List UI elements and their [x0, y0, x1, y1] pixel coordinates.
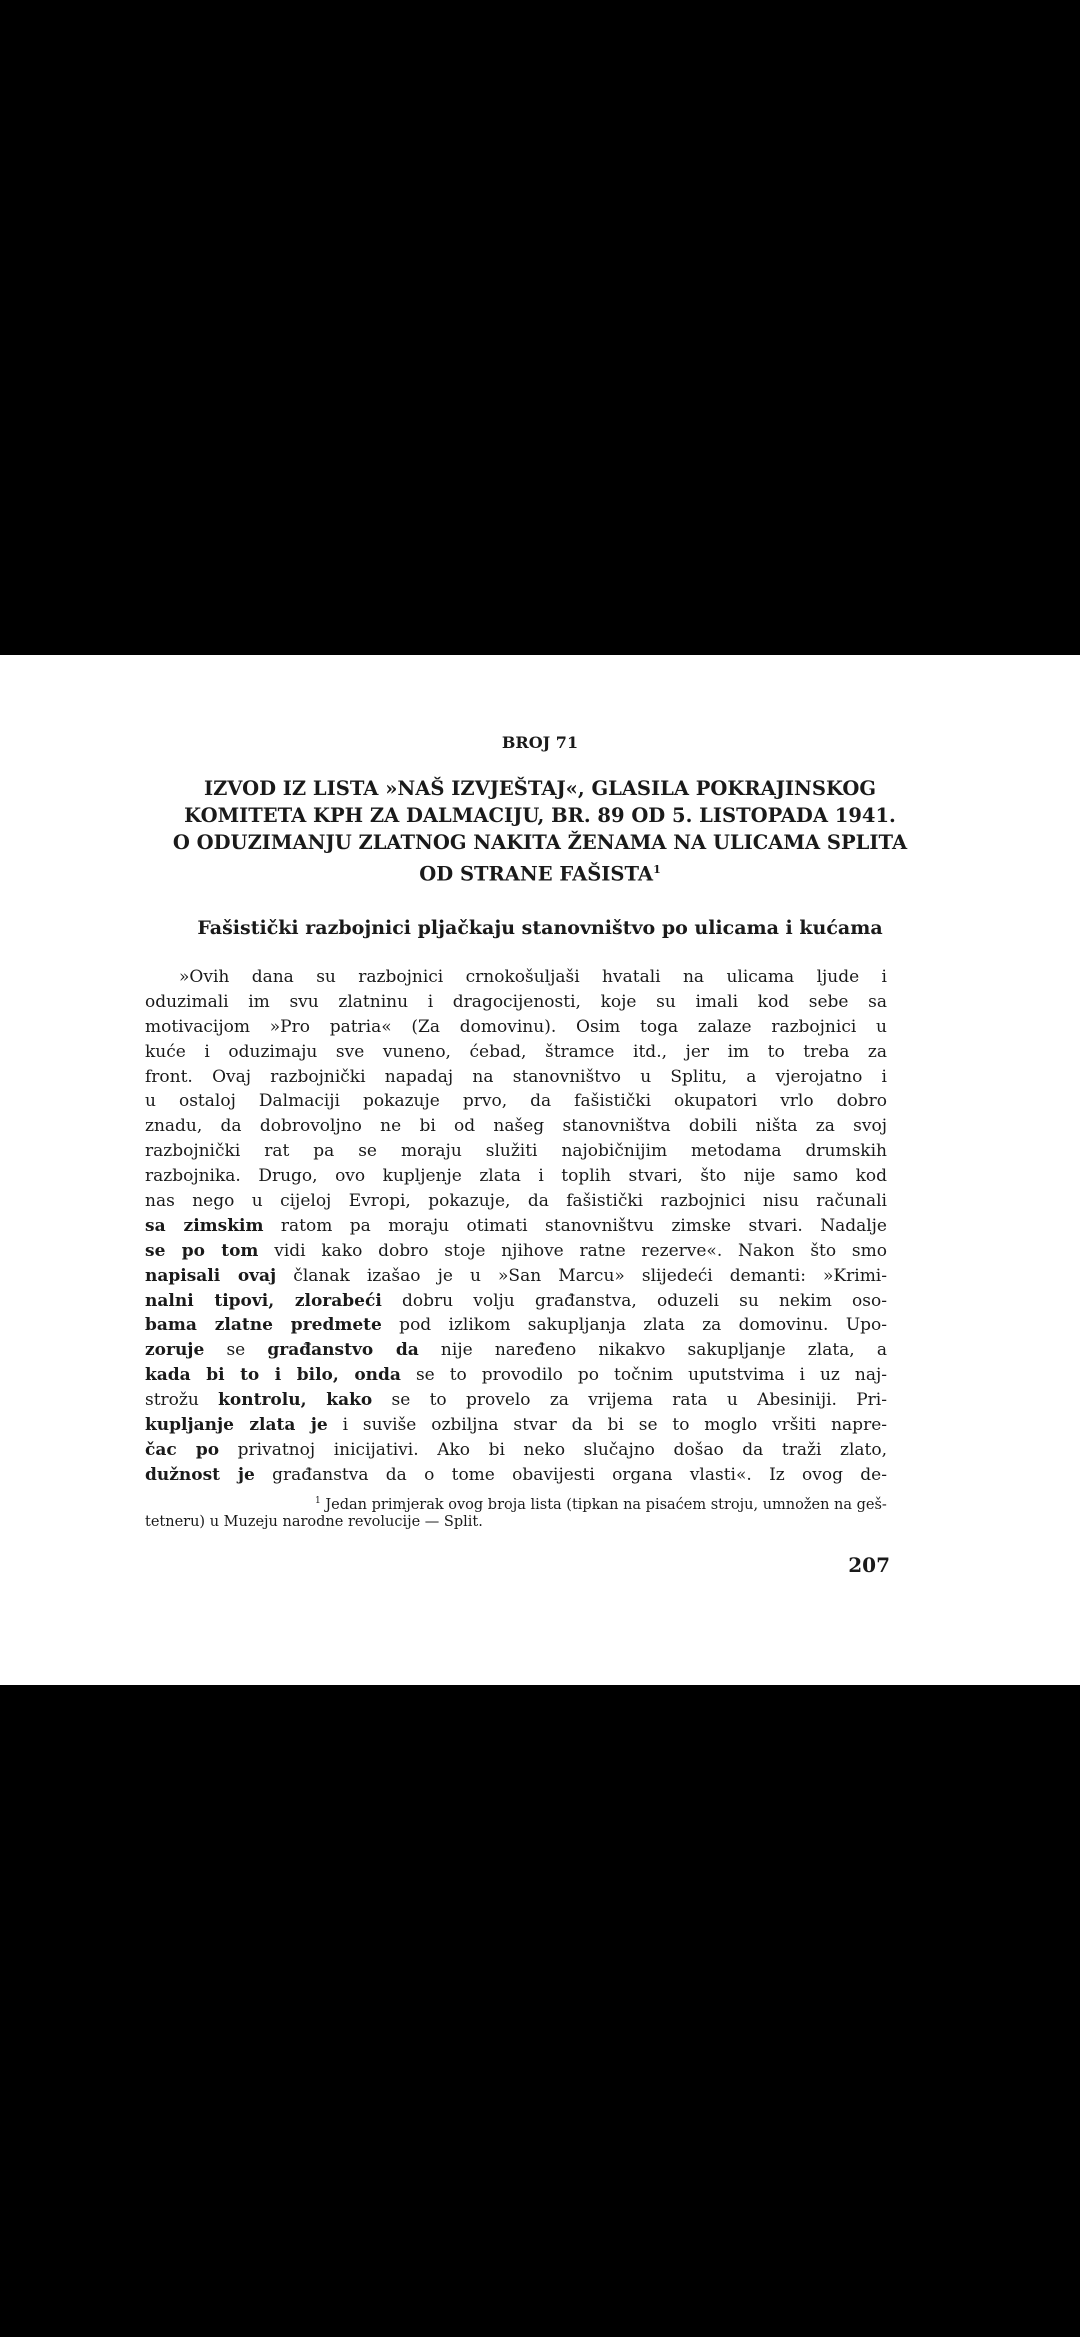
body-text: »Ovih dana su razbojnici crnokošuljaši hvatali na ulicama ljude i — [179, 967, 887, 987]
body-text: motivacijom »Pro patria« (Za domovinu). Osim toga zalaze razbojnici u — [145, 1016, 887, 1037]
title-line — [120, 856, 960, 888]
body-line — [145, 1413, 887, 1438]
body-text: se — [204, 1340, 268, 1361]
body-text: znadu, da dobrovoljno ne bi od našeg stanovništva dobili ništa za svoj — [145, 1116, 887, 1137]
body-text: oduzimali im svu zlatninu i dragocijenosti, koje su imali kod sebe sa — [145, 991, 887, 1012]
body-line — [145, 1189, 887, 1214]
body-text: ratom pa moraju otimati stanovništvu zimske stvari. Nadalje — [263, 1215, 887, 1236]
document-number: BROJ 71 — [501, 733, 579, 752]
bold-text: se po tom — [145, 1240, 259, 1261]
body-text: u ostaloj Dalmaciji pokazuje prvo, da fašistički okupatori vrlo dobro — [145, 1091, 887, 1112]
footnote-line — [145, 1493, 887, 1514]
article-body — [145, 965, 887, 1488]
body-text: strožu — [145, 1390, 219, 1411]
body-text: se to provodilo po točnim uputstvima i uz naj- — [400, 1365, 887, 1386]
footnote — [145, 1493, 887, 1531]
body-text: nije naređeno nikakvo sakupljanje zlata, a — [418, 1340, 887, 1361]
body-text: nas nego u cijeloj Evropi, pokazuje, da fašistički razbojnici nisu računali — [145, 1191, 887, 1212]
article-subtitle: Fašistički razbojnici pljačkaju stanovništvo po ulicama i kućama — [197, 917, 883, 939]
body-line — [145, 1463, 887, 1488]
title-line: O ODUZIMANJU ZLATNOG NAKITA ŽENAMA NA ULICAMA SPLITA — [172, 831, 908, 854]
body-line — [145, 1089, 887, 1114]
body-text: građanstva da o tome obavijesti organa vlasti«. Iz ovog de- — [254, 1464, 887, 1485]
body-line — [145, 1313, 887, 1338]
bold-text: dužnost je — [145, 1464, 255, 1485]
page-number: 207 — [848, 1553, 890, 1577]
body-text: pod izlikom sakupljanja zlata za domovinu. Upo- — [381, 1315, 887, 1336]
bold-text: građanstvo da — [267, 1340, 419, 1361]
body-line — [145, 1388, 887, 1413]
body-text: privatnoj inicijativi. Ako bi neko slučajno došao da traži zlato, — [219, 1439, 887, 1460]
body-line — [145, 1338, 887, 1363]
body-text: front. Ovaj razbojnički napadaj na stanovništvo u Splitu, a vjerojatno i — [145, 1066, 887, 1087]
bold-text: zoruje — [145, 1340, 205, 1361]
body-text: razbojnika. Drugo, ovo kupljenje zlata i toplih stvari, što nije samo kod — [145, 1166, 887, 1187]
document-title — [120, 775, 960, 888]
bold-text: kontrolu, kako — [218, 1390, 373, 1411]
footnote-mark: 1 — [315, 1496, 321, 1506]
body-text: dobru volju građanstva, oduzeli su nekim oso- — [381, 1290, 887, 1311]
body-text: se to provelo za vrijema rata u Abesiniji. Pri- — [372, 1390, 887, 1411]
title-line: IZVOD IZ LISTA »NAŠ IZVJEŠTAJ«, GLASILA POKRAJINSKOG — [203, 777, 877, 800]
body-line — [145, 1114, 887, 1139]
body-line — [145, 1363, 887, 1388]
body-line — [145, 1289, 887, 1314]
body-line — [145, 1239, 887, 1264]
bold-text: sa zimskim — [145, 1215, 264, 1236]
title-line-text: OD STRANE FAŠISTA — [419, 862, 654, 886]
body-line — [145, 1015, 887, 1040]
body-text: kuće i oduzimaju sve vuneno, ćebad, štramce itd., jer im to treba za — [145, 1041, 887, 1062]
body-text: vidi kako dobro stoje njihove ratne rezerve«. Nakon što smo — [258, 1240, 887, 1261]
body-line — [145, 1264, 887, 1289]
body-line — [145, 1139, 887, 1164]
bold-text: bama zlatne predmete — [145, 1315, 382, 1336]
body-text: i suviše ozbiljna stvar da bi se to moglo vršiti napre- — [327, 1415, 887, 1436]
bold-text: kada bi to i bilo, onda — [145, 1365, 401, 1386]
body-line — [145, 1438, 887, 1463]
body-line — [145, 965, 887, 990]
footnote-text: Jedan primjerak ovog broja lista (tipkan na pisaćem stroju, umnožen na geš- — [325, 1496, 887, 1513]
document-page — [0, 655, 1080, 1685]
body-text: članak izašao je u »San Marcu» slijedeći demanti: »Krimi- — [276, 1265, 887, 1286]
body-line — [145, 1214, 887, 1239]
body-line — [145, 1040, 887, 1065]
bold-text: napisali ovaj — [145, 1265, 277, 1286]
body-text: razbojnički rat pa se moraju služiti najobičnijim metodama drumskih — [145, 1141, 887, 1162]
body-line — [145, 1164, 887, 1189]
body-line — [145, 1065, 887, 1090]
title-footnote-mark: 1 — [653, 863, 661, 876]
body-line — [145, 990, 887, 1015]
title-line: KOMITETA KPH ZA DALMACIJU, BR. 89 OD 5. LISTOPADA 1941. — [184, 804, 896, 827]
bold-text: nalni tipovi, zlorabeći — [145, 1290, 382, 1311]
bold-text: čac po — [145, 1439, 220, 1460]
footnote-line: tetneru) u Muzeju narodne revolucije — Split. — [145, 1513, 483, 1530]
bold-text: kupljanje zlata je — [145, 1415, 328, 1436]
